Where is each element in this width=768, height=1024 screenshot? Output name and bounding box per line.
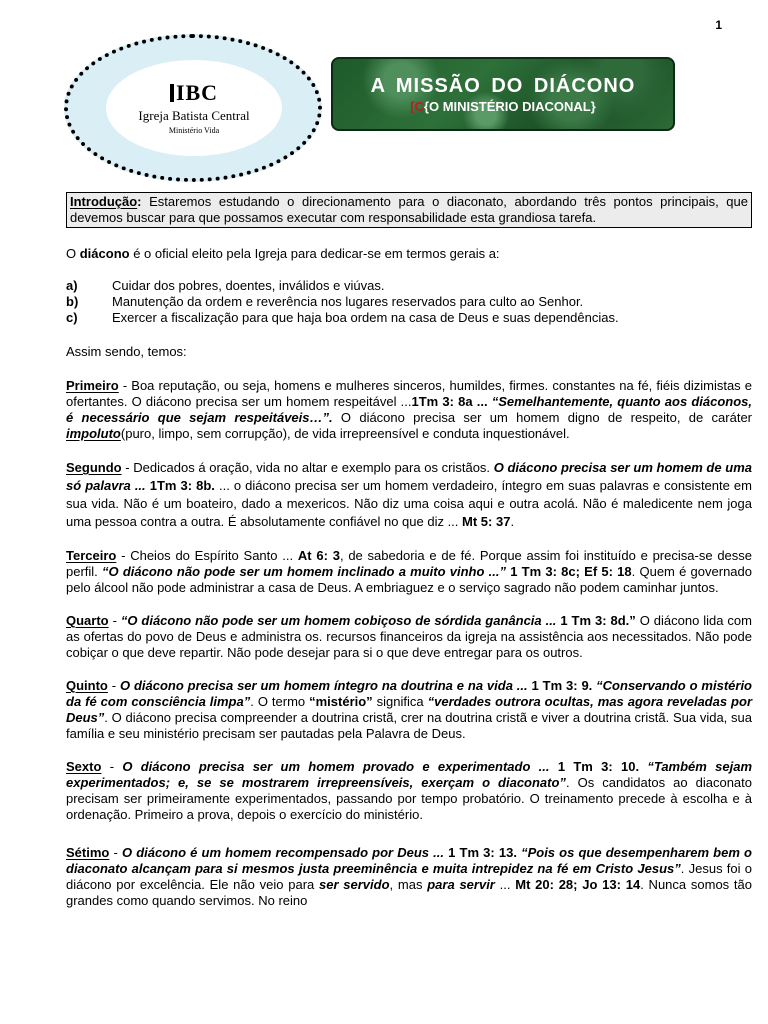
list-text: Cuidar dos pobres, doentes, inválidos e viúvas.: [112, 278, 385, 293]
section-label: Segundo: [66, 460, 122, 475]
list-item: [66, 310, 752, 326]
document-subtitle: [333, 99, 673, 114]
subtitle-mark: [C: [410, 99, 424, 114]
section-text: -: [107, 678, 120, 693]
bible-reference: 1 Tm 3: 10.: [549, 759, 640, 774]
bible-reference: 1 Tm 3: 8d.”: [556, 613, 636, 628]
section-text: . O diácono precisa compreender a doutrina cristã, crer na doutrina cristã e viver a doutrina cristã. Sua vida, sua família e seu ministério precisam ser pautadas pela Palavra de Deus.: [66, 710, 752, 741]
section-label: Sexto: [66, 759, 102, 774]
page-number: 1: [715, 18, 722, 32]
list-text: Manutenção da ordem e reverência nos lugares reservados para culto ao Senhor.: [112, 294, 584, 309]
logo-church-name: Igreja Batista Central: [138, 108, 250, 123]
emphasized-word: ser servido: [319, 877, 390, 892]
section-text: -: [108, 613, 121, 628]
intro-label: Introdução: [70, 194, 138, 209]
section-text: , mas: [389, 877, 428, 892]
section-primeiro: [66, 378, 752, 442]
section-text: -: [101, 759, 123, 774]
section-text: - Cheios do Espírito Santo ...: [116, 548, 298, 563]
title-banner: [331, 57, 675, 131]
bible-quote: “Conservando o mistério da fé com consciência limpa”: [66, 678, 753, 709]
section-text: - Boa reputação, ou seja, homens e mulheres sinceros, humildes, firmes. constantes na fé, fiéis dizimistas e ofertantes. O diácono precisa ser um homem respeitável ...: [66, 378, 752, 409]
bible-reference: 1Tm 3: 8a ...: [411, 394, 488, 409]
section-label: Quinto: [66, 678, 108, 693]
logo-mark: [106, 80, 282, 106]
bible-quote: O diácono precisa ser um homem provado e experimentado ...: [122, 759, 550, 774]
logo-bar-icon: [170, 84, 174, 102]
section-label: Terceiro: [66, 548, 117, 563]
document-body: [66, 192, 752, 926]
section-text: .: [510, 514, 515, 529]
document-title: A MISSÃO DO DIÁCONO: [370, 75, 636, 97]
section-text: significa: [372, 694, 428, 709]
definition-post: é o oficial eleito pela Igreja para dedicar-se em termos gerais a:: [129, 246, 500, 261]
section-text: . Quem é governado pelo álcool não pode administrar a casa de Deus. A embriaguez e o serviço sagrado não podem caminhar juntos.: [66, 564, 752, 595]
section-label: Primeiro: [66, 378, 119, 393]
bible-reference: 1 Tm 3: 8c; Ef 5: 18: [505, 564, 632, 579]
bible-reference: Mt 5: 37: [462, 514, 511, 529]
section-text: . Os candidatos ao diaconato precisam ser primeiramente experimentados, passando por tempo probatório. O treinamento precede à escolha e à ordenação. Primeiro a prova, depois o exercício do ministério.: [66, 775, 752, 822]
bible-quote: “verdades outrora ocultas, mas agora reveladas por Deus”: [66, 694, 752, 725]
section-text: . O termo: [250, 694, 310, 709]
emphasized-word: “mistério”: [309, 694, 373, 709]
definition-term: diácono: [79, 246, 130, 261]
section-segundo: [66, 459, 752, 531]
section-text: . Nunca somos tão grandes como quando servimos. No reino: [66, 877, 753, 908]
section-terceiro: [66, 548, 752, 596]
intro-text: Estaremos estudando o direcionamento para o diaconato, abordando três pontos principais, que devemos buscar para que possamos executar com responsabilidade esta grandiosa tarefa.: [70, 194, 748, 225]
list-item: [66, 278, 752, 294]
bible-quote: “O diácono não pode ser um homem inclinado a muito vinho ...”: [102, 564, 506, 579]
list-item: [66, 294, 752, 310]
section-text: O diácono lida com as ofertas do povo de Deus e administra os. recursos financeiros da igreja na assistência aos necessitados. Não pode cobiçar o que deve repartir. Não pode desejar para si o que deve entregar para os outros.: [66, 613, 752, 660]
section-quarto: [66, 613, 752, 661]
section-sexto: [66, 759, 752, 823]
section-text: ... o diácono precisa ser um homem verdadeiro, íntegro em suas palavras e consistente em sua vida. Não é um boateiro, dado a mexericos. Não diz uma coisa aqui e outra acolá. Não é maledicente nem joga uma pessoa contra a outra. É absolutamente confiável no que diz ...: [66, 478, 752, 529]
bible-quote: O diácono precisa ser um homem de uma só palavra ...: [66, 460, 752, 493]
logo-inner: [106, 60, 282, 156]
bible-reference: Mt 20: 28; Jo 13: 14: [515, 877, 641, 892]
bible-quote: O diácono precisa ser um homem íntegro na doutrina e na vida ...: [119, 678, 528, 693]
section-text: O diácono precisa ser um homem digno de respeito, de caráter: [332, 410, 753, 425]
list-key: b): [66, 294, 79, 309]
list-key: c): [66, 310, 78, 325]
emphasized-word: para servir: [427, 877, 495, 892]
section-label: Sétimo: [66, 845, 110, 860]
list-key: a): [66, 278, 78, 293]
assim-paragraph: Assim sendo, temos:: [66, 344, 187, 359]
introduction-box: Introdução: Estaremos estudando o direcionamento para o diaconato, abordando três pontos principais, que devemos buscar para que possamos executar com responsabilidade esta grandiosa tarefa.: [66, 192, 752, 228]
bible-quote: “Pois os que desempenharem bem o diaconato alcançam para si mesmos justa preeminência e muita intrepidez na fé em Cristo Jesus”: [66, 845, 752, 876]
emphasized-word: impoluto: [66, 426, 121, 441]
section-label: Quarto: [66, 613, 109, 628]
section-text: - Dedicados á oração, vida no altar e exemplo para os cristãos.: [121, 460, 494, 475]
duties-list: [66, 278, 752, 326]
definition-pre: O: [66, 246, 80, 261]
bible-reference: At 6: 3: [297, 548, 340, 563]
bible-reference: 1 Tm 3: 9.: [527, 678, 593, 693]
section-text: -: [109, 845, 122, 860]
section-text: (puro, limpo, sem corrupção), de vida irrepreensível e conduta inquestionável.: [120, 426, 570, 441]
logo-ministry-name: Ministério Vida: [168, 126, 220, 135]
section-text: . Jesus foi o diácono por excelência. Ele não veio para: [66, 861, 752, 892]
bible-quote: “O diácono não pode ser um homem cobiçoso de sórdida ganância ...: [120, 613, 557, 628]
section-quinto: [66, 678, 752, 742]
list-text: Exercer a fiscalização para que haja boa ordem na casa de Deus e suas dependências.: [112, 310, 619, 325]
bible-reference: 1Tm 3: 8b.: [145, 478, 215, 493]
church-logo: [64, 34, 322, 182]
section-text: , de sabedoria e de fé. Porque assim foi instituído e precisa-se desse perfil.: [66, 548, 753, 579]
logo-mark-text: IBC: [175, 80, 219, 105]
bible-quote: O diácono é um homem recompensado por Deus ...: [121, 845, 445, 860]
definition-paragraph: [66, 246, 752, 262]
bible-reference: 1 Tm 3: 13.: [444, 845, 517, 860]
subtitle-text: {O MINISTÉRIO DIACONAL}: [423, 99, 596, 114]
section-text: ...: [494, 877, 516, 892]
bible-quote: “Também sejam experimentados; e, se se mostrarem irrepreensíveis, exerçam o diaconato”: [66, 759, 753, 790]
section-setimo: [66, 845, 752, 909]
bible-quote: “Semelhantemente, quanto aos diáconos, é necessário que sejam respeitáveis…”.: [66, 394, 753, 425]
